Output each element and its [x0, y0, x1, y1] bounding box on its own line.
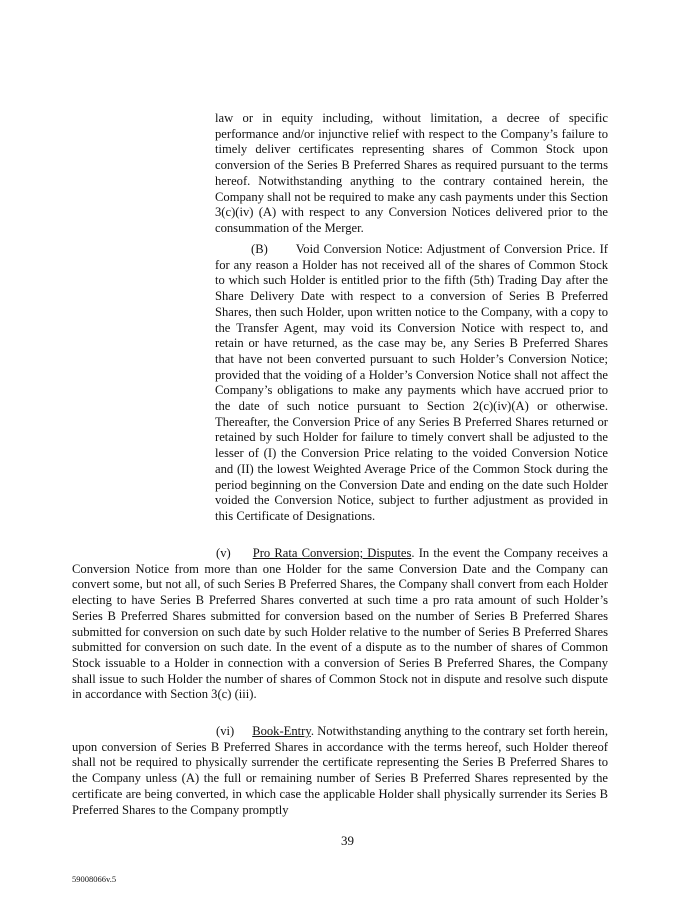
page-number: 39	[341, 833, 354, 848]
paragraph-marker: (B)	[251, 242, 268, 256]
paragraph-continuation	[215, 111, 608, 237]
paragraph-v	[72, 546, 608, 703]
paragraph-b	[215, 242, 608, 525]
paragraph-text: Void Conversion Notice: Adjustment of Conversion Price. If for any reason a Holder has not received all of the shares of Common Stock to which such Holder is entitled prior to the fifth (5th) Trading Day after the Share Delivery Date with respect to a conversion of Series B Preferred Shares, then such Holder, upon written notice to the Company, with a copy to the Transfer Agent, may void its Conversion Notice with respect to, and retain or have returned, as the case may be, any Series B Preferred Shares that have not been converted pursuant to such Holder’s Conversion Notice; provided that the voiding of a Holder’s Conversion Notice shall not affect the Company’s obligations to make any payments which have accrued prior to the date of such notice pursuant to Section 2(c)(iv)(A) or otherwise. Thereafter, the Conversion Price of any Series B Preferred Shares returned or retained by such Holder for failure to timely convert shall be adjusted to the lesser of (I) the Conversion Price relating to the voided Conversion Notice and (II) the lowest Weighted Average Price of the Common Stock during the period beginning on the Conversion Date and ending on the date such Holder voided the Conversion Notice, subject to further adjustment as provided in this Certificate of Designations.	[215, 242, 608, 523]
paragraph-vi	[72, 724, 608, 818]
paragraph-marker: (vi)	[216, 724, 235, 738]
paragraph-marker: (v)	[216, 546, 231, 560]
document-id: 59008066v.5	[72, 874, 117, 884]
section-heading: Pro Rata Conversion; Disputes	[252, 546, 412, 560]
section-heading: Book-Entry	[252, 724, 311, 738]
paragraph-text: . Notwithstanding anything to the contrary set forth herein, upon conversion of Series B Preferred Shares in accordance with the terms hereof, such Holder thereof shall not be required to physically surrender the certificate representing the Series B Preferred Shares to the Company unless (A) the full or remaining number of Series B Preferred Shares represented by the certificate are being converted, in which case the applicable Holder shall physically surrender its Series B Preferred Shares to the Company promptly	[72, 724, 608, 817]
paragraph-text: . In the event the Company receives a Conversion Notice from more than one Holder for the same Conversion Date and the Company can convert some, but not all, of such Series B Preferred Shares, the Company shall convert from each Holder electing to have Series B Preferred Shares converted at such time a pro rata amount of such Holder’s Series B Preferred Shares submitted for conversion based on the number of Series B Preferred Shares submitted for conversion on such date by such Holder relative to the number of Series B Preferred Shares submitted for conversion on such date. In the event of a dispute as to the number of shares of Common Stock issuable to a Holder in connection with a conversion of Series B Preferred Shares, the Company shall issue to such Holder the number of shares of Common Stock not in dispute and resolve such dispute in accordance with Section 3(c) (iii).	[72, 546, 608, 702]
paragraph-text: law or in equity including, without limitation, a decree of specific performance and/or injunctive relief with respect to the Company’s failure to timely deliver certificates representing shares of Common Stock upon conversion of the Series B Preferred Shares as required pursuant to the terms hereof. Notwithstanding anything to the contrary contained herein, the Company shall not be required to make any cash payments under this Section 3(c)(iv) (A) with respect to any Conversion Notices delivered prior to the consummation of the Merger.	[215, 111, 608, 235]
